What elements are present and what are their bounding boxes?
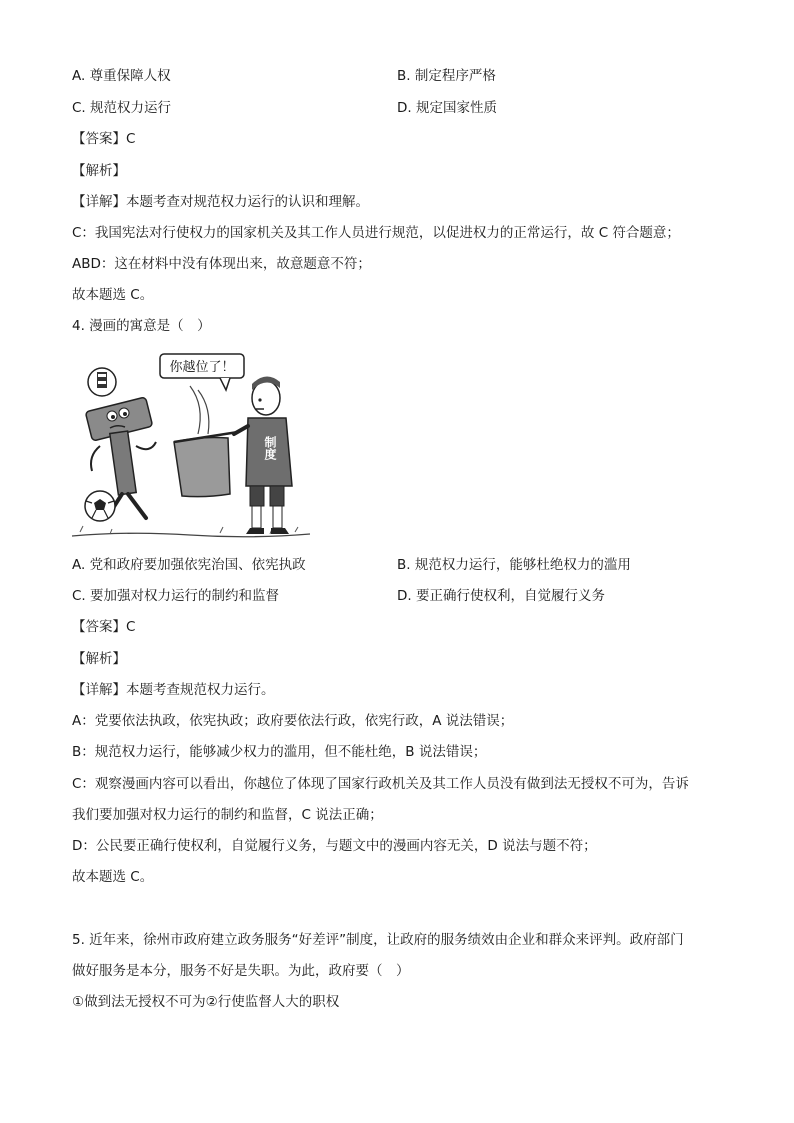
q3-line-abd: ABD：这在材料中没有体现出来，故意题意不符； bbox=[72, 256, 371, 272]
q4-line-c2: 我们要加强对权力运行的制约和监督，C 说法正确； bbox=[72, 807, 383, 823]
q3-option-a: A. 尊重保障人权 bbox=[72, 68, 171, 84]
q4-conclusion: 故本题选 C。 bbox=[72, 869, 154, 885]
q3-detail: 【详解】本题考查对规范权力运行的认识和理解。 bbox=[72, 194, 369, 210]
q4-line-c1: C：观察漫画内容可以看出，你越位了体现了国家行政机关及其工作人员没有做到法无授权不可为，告诉 bbox=[72, 776, 689, 792]
referee-shirt-text: 制度 bbox=[263, 436, 277, 460]
q4-analysis-label: 【解析】 bbox=[72, 651, 126, 667]
q5-item1: ①做到法无授权不可为②行使监督人大的职权 bbox=[72, 994, 340, 1010]
q4-answer: 【答案】C bbox=[72, 619, 136, 635]
speech-bubble-text: 你越位了！ bbox=[169, 360, 235, 375]
q4-stem: 4. 漫画的寓意是（ ） bbox=[72, 318, 211, 334]
speech-bubble bbox=[160, 354, 244, 390]
q4-option-d: D. 要正确行使权利，自觉履行义务 bbox=[397, 588, 605, 604]
q4-line-d: D：公民要正确行使权利，自觉履行义务，与题文中的漫画内容无关，D 说法与题不符； bbox=[72, 838, 597, 854]
exclamation-bubble-icon bbox=[88, 368, 116, 396]
q4-line-b: B：规范权力运行，能够减少权力的滥用，但不能杜绝，B 说法错误； bbox=[72, 744, 487, 760]
q4-option-b: B. 规范权力运行，能够杜绝权力的滥用 bbox=[397, 557, 631, 573]
q3-analysis-label: 【解析】 bbox=[72, 163, 126, 179]
referee-character-icon bbox=[234, 376, 292, 534]
q3-answer: 【答案】C bbox=[72, 131, 136, 147]
q4-cartoon bbox=[70, 346, 315, 546]
q4-option-a: A. 党和政府要加强依宪治国、依宪执政 bbox=[72, 557, 306, 573]
q5-stem-line1: 5. 近年来，徐州市政府建立政务服务“好差评”制度，让政府的服务绩效由企业和群众来评判。政府部门 bbox=[72, 932, 684, 948]
q4-line-a: A：党要依法执政，依宪执政；政府要依法行政，依宪行政，A 说法错误； bbox=[72, 713, 514, 729]
soccer-ball-icon bbox=[85, 491, 115, 521]
q4-option-c: C. 要加强对权力运行的制约和监督 bbox=[72, 588, 280, 604]
q5-stem-line2: 做好服务是本分，服务不好是失职。为此，政府要（ ） bbox=[72, 963, 410, 979]
flag-icon bbox=[174, 386, 238, 497]
q3-option-c: C. 规范权力运行 bbox=[72, 100, 172, 116]
q3-option-d: D. 规定国家性质 bbox=[397, 100, 497, 116]
q4-detail: 【详解】本题考查规范权力运行。 bbox=[72, 682, 275, 698]
q3-option-b: B. 制定程序严格 bbox=[397, 68, 496, 84]
q3-conclusion: 故本题选 C。 bbox=[72, 287, 154, 303]
q3-line-c: C：我国宪法对行使权力的国家机关及其工作人员进行规范，以促进权力的正常运行，故 C 符合题意； bbox=[72, 225, 680, 241]
